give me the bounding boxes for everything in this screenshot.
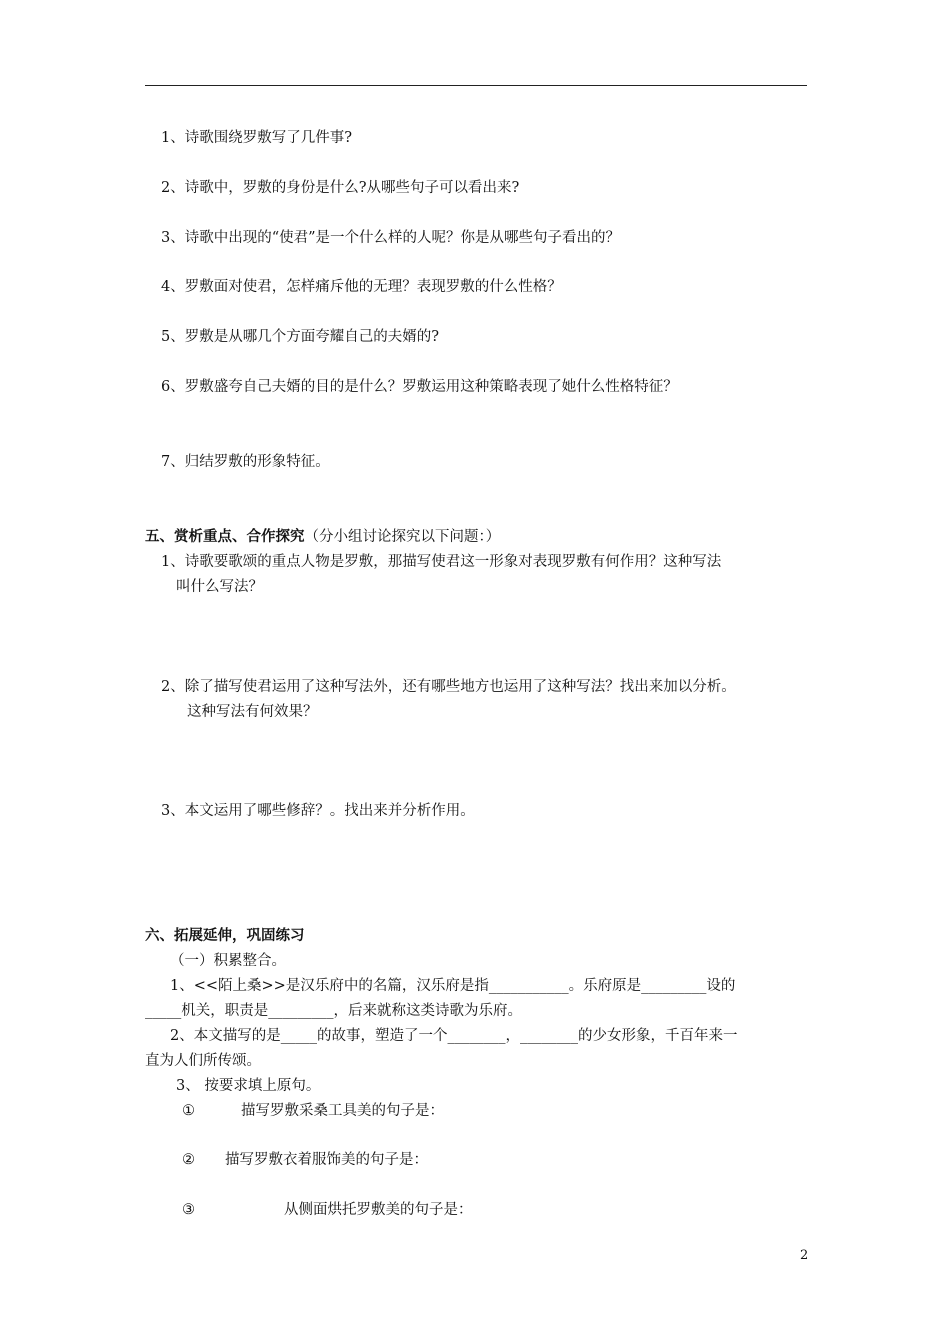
fill2-line2: 直为人们所传颂。 (145, 1053, 261, 1069)
item-3-mark: ③ (182, 1202, 195, 1218)
section5-header (145, 527, 500, 547)
question-2: 2、诗歌中，罗敷的身份是什么?从哪些句子可以看出来? (161, 180, 520, 196)
question-5: 5、罗敷是从哪几个方面夸耀自己的夫婿的? (161, 329, 439, 345)
item-2-mark: ② (182, 1152, 195, 1168)
fill2-line1: 2、本文描写的是_____的故事，塑造了一个________，________的少女形象，千百年来一 (170, 1028, 738, 1044)
header-rule (145, 85, 807, 86)
fill3: 3、 按要求填上原句。 (176, 1078, 321, 1094)
item-1-text: 描写罗敷采桑工具美的句子是： (241, 1103, 444, 1119)
section5-q1-line2: 叫什么写法？ (176, 579, 263, 595)
section5-q1-line1: 1、诗歌要歌颂的重点人物是罗敷，那描写使君这一形象对表现罗敷有何作用？这种写法 (161, 554, 722, 570)
question-6: 6、罗敷盛夸自己夫婿的目的是什么？罗敷运用这种策略表现了她什么性格特征？ (161, 379, 678, 395)
question-1: 1、诗歌围绕罗敷写了几件事? (161, 130, 352, 146)
question-4: 4、罗敷面对使君，怎样痛斥他的无理？表现罗敷的什么性格？ (161, 279, 562, 295)
fill1-line1: 1、<<陌上桑>>是汉乐府中的名篇，汉乐府是指___________。乐府原是_________设的 (170, 978, 736, 994)
question-7: 7、归结罗敷的形象特征。 (161, 454, 330, 470)
section6-sub1: （一）积累整合。 (170, 953, 286, 969)
fill1-line2: _____机关，职责是_________，后来就称这类诗歌为乐府。 (145, 1003, 522, 1019)
section5-q2-line1: 2、除了描写使君运用了这种写法外，还有哪些地方也运用了这种写法？找出来加以分析。 (161, 679, 736, 695)
section5-note: （分小组讨论探究以下问题：） (304, 529, 501, 545)
item-3-text: 从侧面烘托罗敷美的句子是： (284, 1202, 473, 1218)
page-number: 2 (800, 1248, 809, 1263)
section5-heading: 五、赏析重点、合作探究 (145, 528, 305, 545)
section6-heading: 六、拓展延伸，巩固练习 (145, 927, 305, 944)
question-3: 3、诗歌中出现的“使君”是一个什么样的人呢？你是从哪些句子看出的？ (161, 230, 621, 246)
item-2-text: 描写罗敷衣着服饰美的句子是： (225, 1152, 428, 1168)
section5-q2-line2: 这种写法有何效果？ (187, 704, 318, 720)
item-1-mark: ① (182, 1103, 195, 1119)
section5-q3: 3、本文运用了哪些修辞？。找出来并分析作用。 (161, 803, 475, 819)
